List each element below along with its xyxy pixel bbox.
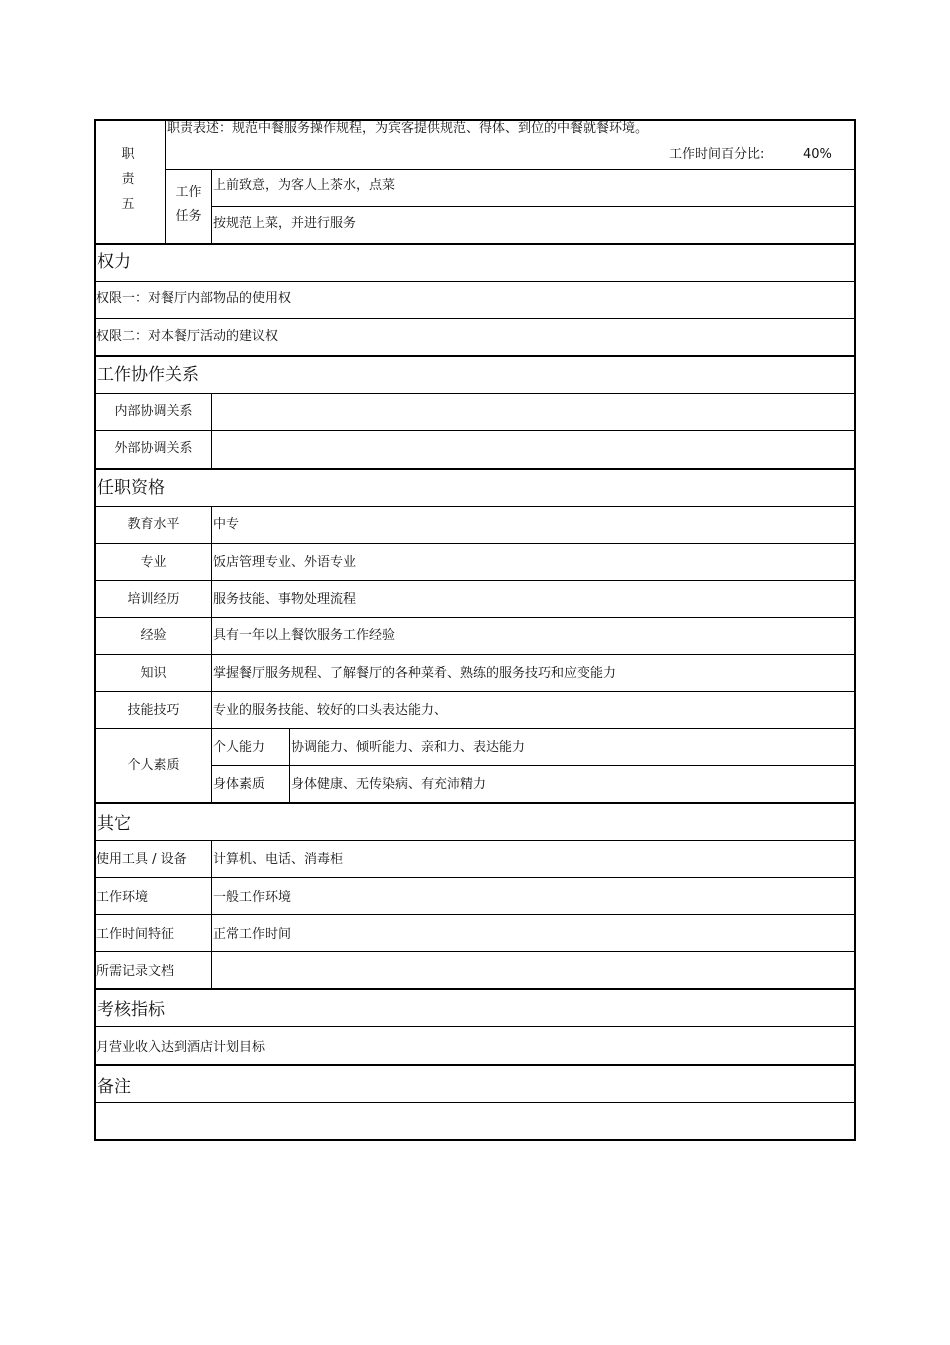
personal-sub-label: 身体素质 [213, 777, 266, 792]
section-title-assessment: 考核指标 [97, 1000, 165, 1020]
divider [95, 840, 855, 841]
section-title-qualifications: 任职资格 [97, 478, 165, 498]
time-percent-label: 工作时间百分比: [669, 147, 765, 162]
qualification-label: 经验 [140, 628, 167, 643]
task-item: 按规范上菜，并进行服务 [213, 216, 357, 231]
duty-label-char: 职 [121, 147, 135, 162]
section-title-authority: 权力 [97, 252, 131, 272]
divider [95, 468, 855, 470]
task-label: 任务 [175, 209, 202, 224]
divider [95, 1026, 855, 1027]
divider [95, 543, 855, 544]
personal-sub-label: 个人能力 [213, 740, 266, 755]
divider [95, 243, 855, 245]
divider [95, 1064, 855, 1066]
duty-label-char: 责 [121, 172, 135, 187]
section-title-relations: 工作协作关系 [97, 365, 199, 385]
divider [165, 120, 166, 244]
authority-item: 权限一：对餐厅内部物品的使用权 [96, 291, 292, 306]
divider [95, 877, 855, 878]
other-label: 使用工具 / 设备 [96, 852, 187, 867]
divider [95, 951, 855, 952]
assessment-item: 月营业收入达到酒店计划目标 [96, 1040, 266, 1055]
qualification-label: 专业 [140, 555, 167, 570]
duty-description: 职责表述：规范中餐服务操作规程，为宾客提供规范、得体、到位的中餐就餐环境。 [167, 121, 649, 136]
divider [211, 840, 212, 989]
divider [211, 393, 212, 468]
divider [212, 206, 855, 207]
divider [95, 506, 855, 507]
divider [95, 281, 855, 282]
duty-label-char: 五 [121, 197, 135, 212]
divider [95, 430, 855, 431]
divider [95, 691, 855, 692]
divider [95, 393, 855, 394]
qualification-label: 技能技巧 [127, 703, 180, 718]
divider [212, 765, 855, 766]
qualification-label: 教育水平 [127, 517, 180, 532]
other-value: 计算机、电话、消毒柜 [213, 852, 344, 867]
divider [95, 318, 855, 319]
other-label: 工作环境 [96, 890, 149, 905]
qualification-value: 专业的服务技能、较好的口头表达能力、 [213, 703, 448, 718]
personal-quality-label: 个人素质 [127, 758, 180, 773]
divider [165, 169, 855, 170]
divider [95, 355, 855, 357]
divider [95, 580, 855, 581]
other-label: 工作时间特征 [96, 927, 175, 942]
qualification-value: 掌握餐厅服务规程、了解餐厅的各种菜肴、熟练的服务技巧和应变能力 [213, 666, 617, 681]
divider [95, 914, 855, 915]
other-label: 所需记录文档 [96, 964, 175, 979]
section-title-other: 其它 [97, 814, 131, 834]
personal-sub-value: 身体健康、无传染病、有充沛精力 [291, 777, 487, 792]
task-item: 上前致意，为客人上茶水，点菜 [213, 178, 396, 193]
divider [95, 654, 855, 655]
divider [211, 169, 212, 244]
qualification-value: 服务技能、事物处理流程 [213, 592, 357, 607]
other-value: 一般工作环境 [213, 890, 292, 905]
divider [95, 988, 855, 990]
divider [211, 506, 212, 803]
divider [95, 1102, 855, 1103]
qualification-value: 具有一年以上餐饮服务工作经验 [213, 628, 396, 643]
divider [95, 728, 855, 729]
relation-label: 外部协调关系 [114, 441, 193, 456]
other-value: 正常工作时间 [213, 927, 292, 942]
section-title-remarks: 备注 [97, 1077, 131, 1097]
border-bottom [94, 1139, 856, 1141]
authority-item: 权限二：对本餐厅活动的建议权 [96, 329, 279, 344]
task-label: 工作 [175, 185, 202, 200]
qualification-value: 中专 [213, 517, 240, 532]
qualification-label: 培训经历 [127, 592, 180, 607]
time-percent-value: 40% [803, 147, 832, 162]
qualification-label: 知识 [140, 666, 167, 681]
relation-label: 内部协调关系 [114, 404, 193, 419]
personal-sub-value: 协调能力、倾听能力、亲和力、表达能力 [291, 740, 526, 755]
qualification-value: 饭店管理专业、外语专业 [213, 555, 357, 570]
divider [289, 728, 290, 803]
divider [95, 802, 855, 804]
divider [95, 617, 855, 618]
